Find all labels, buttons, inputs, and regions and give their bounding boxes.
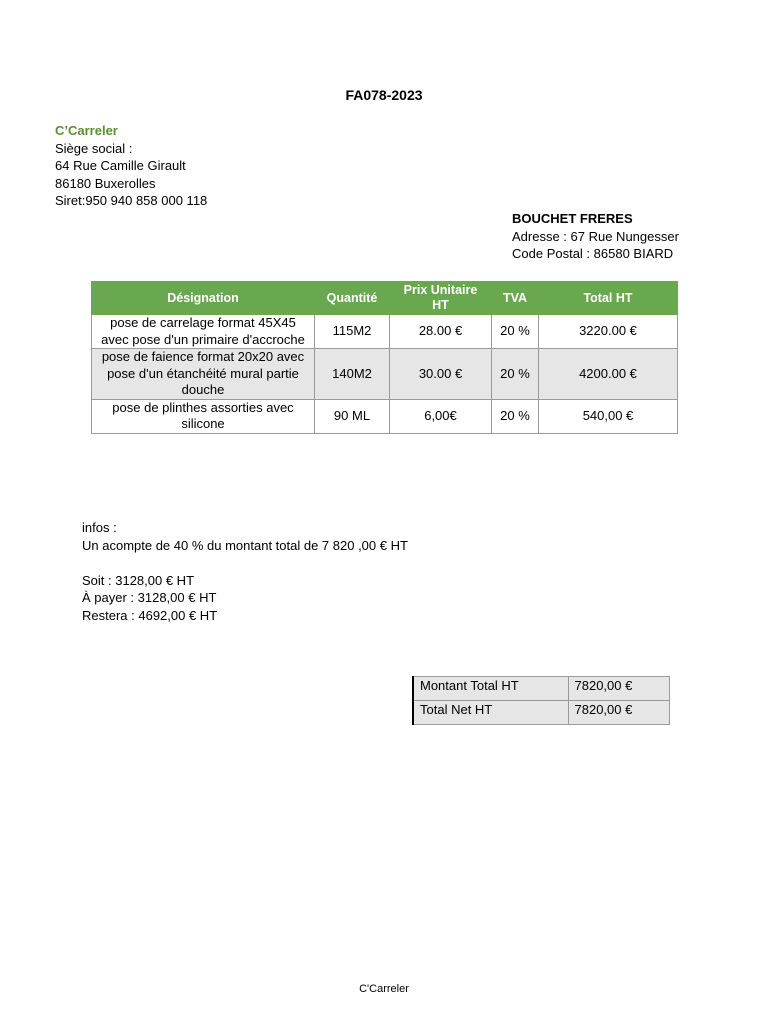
- totals-label: Total Net HT: [413, 701, 568, 725]
- company-label: Siège social :: [55, 140, 133, 156]
- totals-table: [412, 676, 670, 725]
- cell-designation: pose de plinthes assorties avec silicone: [92, 399, 315, 433]
- infos-restera: Restera : 4692,00 € HT: [82, 607, 218, 623]
- totals-label: Montant Total HT: [413, 677, 568, 701]
- cell-quantite: 90 ML: [315, 399, 390, 433]
- table-header-row: [92, 282, 678, 315]
- infos-a-payer: À payer : 3128,00 € HT: [82, 590, 217, 606]
- totals-row: [413, 677, 669, 701]
- header-quantite: Quantité: [315, 282, 390, 315]
- client-postal: Code Postal : 86580 BIARD: [512, 246, 674, 262]
- cell-tva: 20 %: [492, 315, 539, 349]
- infos-label: infos :: [82, 520, 117, 535]
- client-block: [512, 210, 679, 263]
- totals-value: 7820,00 €: [568, 677, 669, 701]
- cell-prix-unitaire: 28.00 €: [390, 315, 492, 349]
- infos-spacer: [82, 554, 408, 572]
- company-name: C’Carreler: [55, 123, 118, 138]
- infos-acompte: Un acompte de 40 % du montant total de 7 820 ,00 € HT: [82, 537, 408, 553]
- company-city: 86180 Buxerolles: [55, 175, 156, 191]
- cell-quantite: 115M2: [315, 315, 390, 349]
- client-address: Adresse : 67 Rue Nungesser: [512, 228, 679, 244]
- header-tva: TVA: [492, 282, 539, 315]
- cell-total-ht: 3220.00 €: [539, 315, 678, 349]
- cell-prix-unitaire: 6,00€: [390, 399, 492, 433]
- invoice-number: FA078-2023: [345, 87, 423, 103]
- totals-row: [413, 701, 669, 725]
- cell-designation: pose de carrelage format 45X45 avec pose d'un primaire d'accroche: [92, 315, 315, 349]
- company-siret: Siret:950 940 858 000 118: [55, 193, 208, 209]
- cell-total-ht: 540,00 €: [539, 399, 678, 433]
- page-footer: C'Carreler: [359, 983, 409, 995]
- cell-tva: 20 %: [492, 399, 539, 433]
- company-block: [55, 122, 207, 210]
- table-row: [92, 349, 678, 400]
- cell-quantite: 140M2: [315, 349, 390, 400]
- company-street: 64 Rue Camille Girault: [55, 158, 186, 174]
- table-row: [92, 315, 678, 349]
- table-row: [92, 399, 678, 433]
- infos-soit: Soit : 3128,00 € HT: [82, 572, 195, 588]
- cell-prix-unitaire: 30.00 €: [390, 349, 492, 400]
- client-name: BOUCHET FRERES: [512, 211, 633, 226]
- header-total-ht: Total HT: [539, 282, 678, 315]
- header-prix-unitaire: Prix Unitaire HT: [390, 282, 492, 315]
- cell-total-ht: 4200.00 €: [539, 349, 678, 400]
- items-table: [91, 281, 678, 434]
- infos-block: [82, 519, 408, 625]
- cell-designation: pose de faience format 20x20 avec pose d'un étanchéité mural partie douche: [92, 349, 315, 400]
- totals-value: 7820,00 €: [568, 701, 669, 725]
- cell-tva: 20 %: [492, 349, 539, 400]
- header-designation: Désignation: [92, 282, 315, 315]
